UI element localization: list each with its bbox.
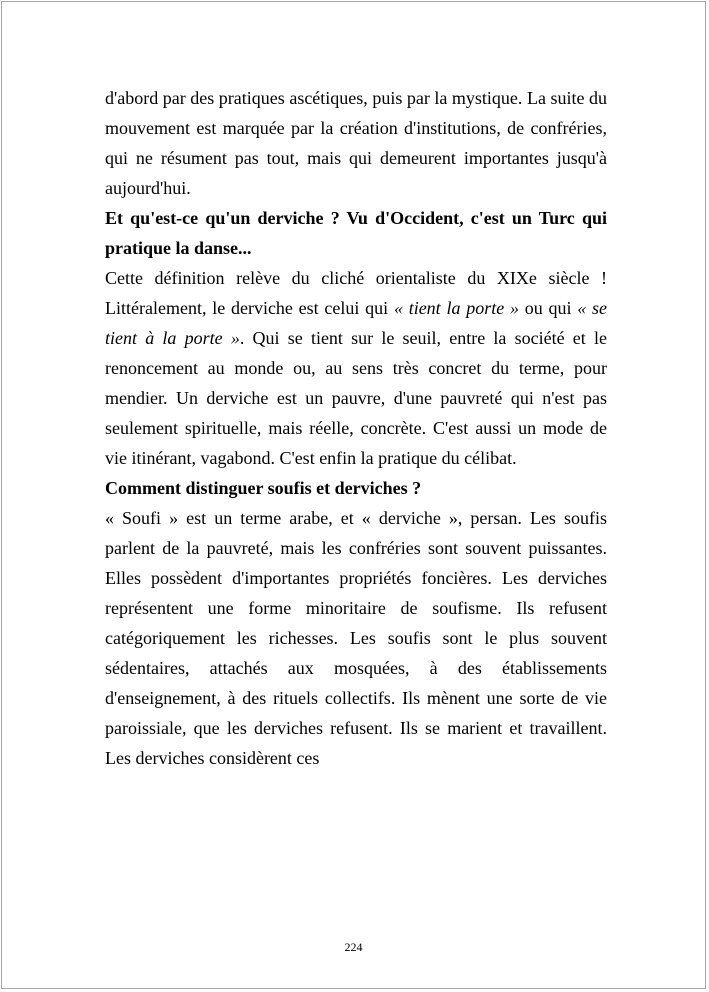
paragraph-soufis-derviches: « Soufi » est un terme arabe, et « derviche », persan. Les soufis parlent de la pauvreté, mais les confréries sont souvent puissantes. Elles possèdent d'importantes propriétés foncières. Les derviches représentent une forme minoritaire de soufisme. Ils refusent catégoriquement les richesses. Les soufis sont le plus souvent sédentaires, attachés aux mosquées, à des établissements d'enseignement, à des rituels collectifs. Ils mènent une sorte de vie paroissiale, que les derviches refusent. Ils se marient et travaillent. Les derviches considèrent ces [105,508,607,768]
paragraph-definition [105,263,607,473]
paragraph-text: Cette définition relève du cliché orientaliste du XIXe siècle ! Littéralement, le derviche est celui qui [105,268,607,318]
paragraph-text: . Qui se tient sur le seuil, entre la société et le renoncement au monde ou, au sens très concret du terme, pour mendier. Un derviche est un pauvre, d'une pauvreté qui n'est pas seulement spirituelle, mais réelle, concrète. C'est aussi un mode de vie itinérant, vagabond. C'est enfin la pratique du célibat. [105,328,607,468]
page-content [105,83,607,773]
italic-phrase-se-tient-a-la-porte: « se tient à la porte » [105,298,607,348]
question-heading-derviche: Et qu'est-ce qu'un derviche ? Vu d'Occident, c'est un Turc qui pratique la danse... [105,208,607,258]
paragraph-text: ou qui [518,298,578,318]
paragraph-continuation: d'abord par des pratiques ascétiques, puis par la mystique. La suite du mouvement est marquée par la création d'institutions, de confréries, qui ne résument pas tout, mais qui demeurent importantes jusqu'à aujourd'hui. [105,88,607,198]
question-heading-soufis-derviches: Comment distinguer soufis et derviches ? [105,478,422,498]
page-number: 224 [344,940,363,954]
book-page [1,1,706,989]
italic-phrase-tient-la-porte: « tient la porte » [393,298,519,318]
